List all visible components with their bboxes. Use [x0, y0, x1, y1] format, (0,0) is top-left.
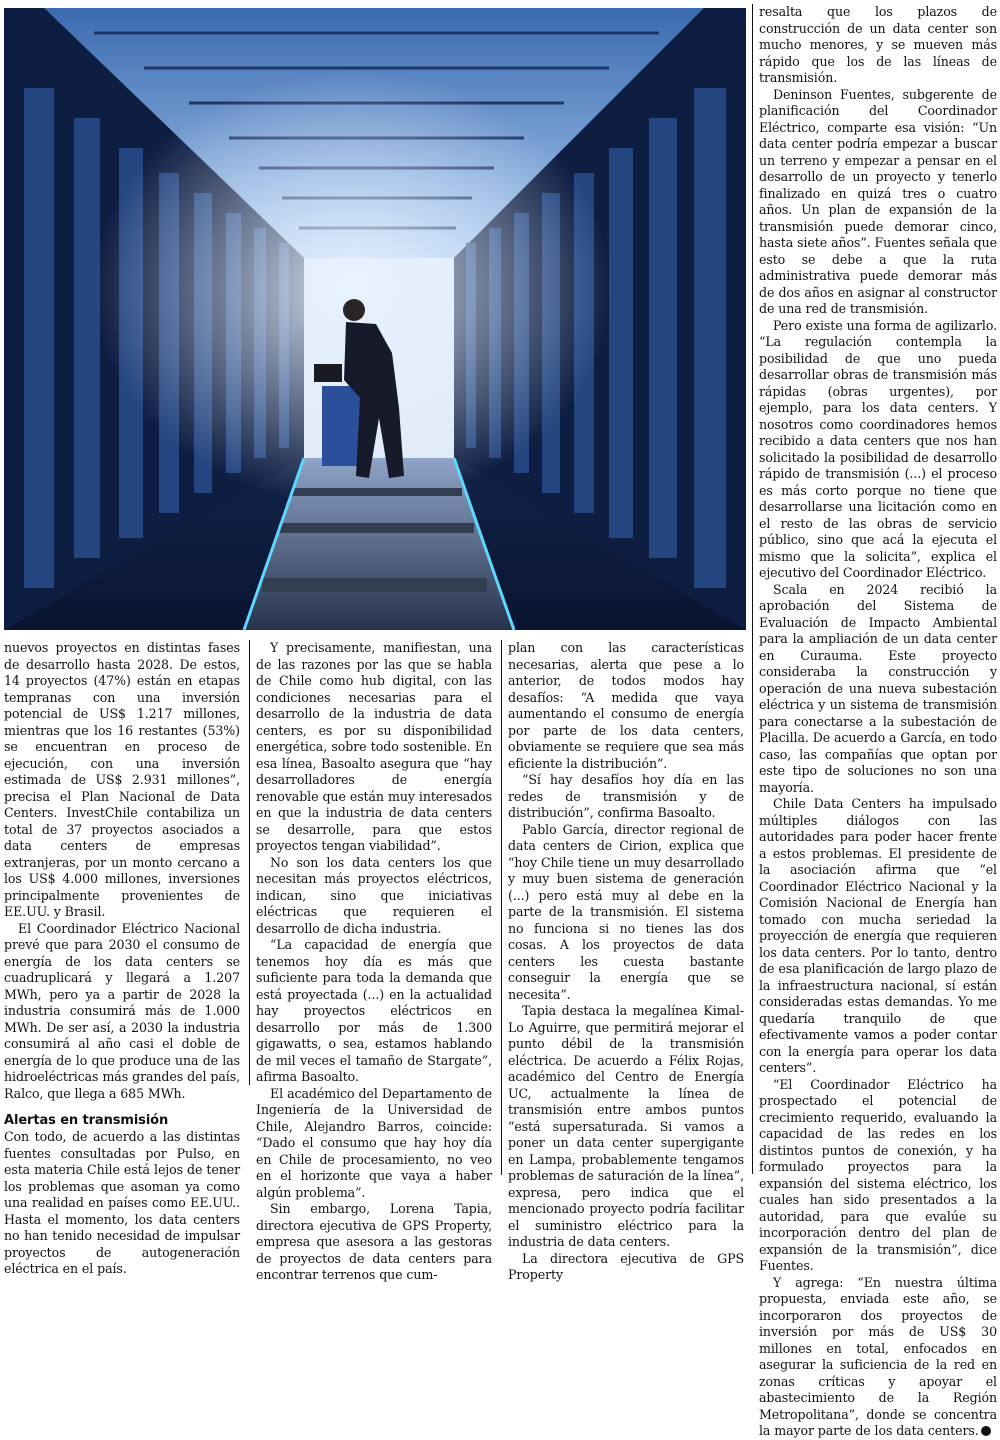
paragraph: “Sí hay desafíos hoy día en las redes de transmisión y de distribución”, confirma Basoalto. [508, 772, 744, 820]
paragraph: Y precisamente, manifiestan, una de las razones por las que se habla de Chile como hub digital, con las condiciones necesarias para el desarrollo de la industria de data centers, es por su disponibilidad energética, sobre todo sostenible. En esa línea, Basoalto asegura que “hay desarrolladores de energía renovable que están muy interesados en que la industria de data centers se desarrolle, para que estos proyectos tengan viabilidad”. [256, 640, 492, 853]
article-column-3 [508, 640, 744, 1284]
paragraph-final-text: Y agrega: “En nuestra última propuesta, enviada este año, se incorporaron dos proyectos de inversión por más de US$ 30 millones en total, enfocados en asegurar la suficiencia de la red en zonas críticas y apoyar el abastecimiento de la Región Metropolitana”, donde se concentra la mayor parte de los data centers. [759, 1274, 997, 1438]
paragraph: El académico del Departamento de Ingeniería de la Universidad de Chile, Alejandro Barros, coincide: “Dado el consumo que hay hoy día en Chile de procesamiento, no veo en el horizonte que vaya a haber algún problema”. [256, 1085, 492, 1200]
paragraph: resalta que los plazos de construcción de un data center son mucho menores, y se mueven más rápido que los de las líneas de transmisión. [759, 4, 997, 85]
paragraph: Tapia destaca la megalínea Kimal-Lo Aguirre, que permitirá mejorar el punto débil de la transmisión eléctrica. De acuerdo a Félix Rojas, académico del Centro de Energía UC, actualmente la línea de transmisión entre ambos puntos “está supersaturada. Si vamos a poner un data center supergigante en Lampa, probablemente tengamos problemas de saturación de la línea”, expresa, pero indica que el mencionado proyecto podría facilitar el suministro eléctrico para la industria de data centers. [508, 1003, 744, 1249]
paragraph: plan con las características necesarias, alerta que pese a lo anterior, de todos modos hay desafíos: “A medida que vaya aumentando el consumo de energía por parte de los data centers, obviamente se requiere que sea más eficiente la distribución”. [508, 640, 744, 771]
article-column-4 [759, 4, 997, 1440]
paragraph: Chile Data Centers ha impulsado múltiples diálogos con las autoridades para poder hacer frente a estos problemas. El presidente de la asociación afirma que “el Coordinador Eléctrico Nacional y la Comisión Nacional de Energía han tomado con mucha seriedad la proyección de energía que requieren los data centers. Por lo tanto, dentro de esa planificación de largo plazo de la infraestructura nacional, sí están consideradas estas demandas. Yo me quedaría tranquilo de que efectivamente vamos a poder contar con la energía para operar los data centers”. [759, 796, 997, 1075]
column-rule [249, 640, 250, 1085]
data-center-illustration [4, 8, 746, 630]
paragraph: Deninson Fuentes, subgerente de planificación del Coordinador Eléctrico, comparte esa visión: “Un data center podría empezar a buscar un terreno y empezar a pensar en el desarrollo de un proyecto y tenerlo finalizado en quizá tres o cuatro años. Un plan de expansión de la transmisión puede demorar cinco, hasta siete años”. Fuentes señala que esto se debe a que la ruta administrativa puede demorar más de dos años en asignar al constructor de una red de transmisión. [759, 86, 997, 316]
paragraph: El Coordinador Eléctrico Nacional prevé que para 2030 el consumo de energía de los data centers se cuadruplicará y llegará a 1.207 MWh, pero ya a partir de 2028 la industria consumirá más de 1.000 MWh. De ser así, a 2030 la industria consumirá al año casi el doble de energía de lo que produce una de las hidroeléctricas más grandes del país, Ralco, que llega a 685 MWh. [4, 920, 240, 1101]
article-column-1 [4, 640, 240, 1278]
paragraph: Pablo García, director regional de data centers de Cirion, explica que “hoy Chile tiene un muy desarrollado y muy buen sistema de generación (...) pero está muy al debe en la parte de la transmisión. El sistema no funciona si no tienes las dos cosas. A los proyectos de data centers les cuesta bastante conseguir la energía que se necesita”. [508, 821, 744, 1002]
paragraph: Con todo, de acuerdo a las distintas fuentes consultadas por Pulso, en esta materia Chile está lejos de tener los problemas que asoman ya como una realidad en países como EE.UU.. Hasta el momento, los data centers no han tenido necesidad de impulsar proyectos de autogeneración eléctrica en el país. [4, 1129, 240, 1276]
column-rule [752, 4, 753, 1174]
paragraph-final [759, 1275, 997, 1440]
paragraph: Scala en 2024 recibió la aprobación del Sistema de Evaluación de Impacto Ambiental para la ampliación de un data center en Curauma. Este proyecto consideraba la construcción y operación de una nueva subestación eléctrica y un sistema de transmisión para conectarse a la subestación de Placilla. De acuerdo a García, en todo caso, las compañías que optan por este tipo de soluciones no son una mayoría. [759, 581, 997, 795]
paragraph: “La capacidad de energía que tenemos hoy día es más que suficiente para toda la demanda que está proyectada (...) en la actualidad hay proyectos eléctricos en desarrollo por más de 1.300 gigawatts, o sea, estamos hablando de mil veces el tamaño de Stargate”, afirma Basoalto. [256, 937, 492, 1084]
paragraph: nuevos proyectos en distintas fases de desarrollo hasta 2028. De estos, 14 proyectos (47%) están en etapas tempranas con una inversión potencial de US$ 1.217 millones, mientras que los 16 restantes (53%) se encuentran en proceso de ejecución, con una inversión estimada de US$ 2.931 millones”, precisa el Plan Nacional de Data Centers. InvestChile contabiliza un total de 37 proyectos asociados a data centers de empresas extranjeras, por un monto cercano a los US$ 4.000 millones, inversiones principalmente provenientes de EE.UU. y Brasil. [4, 640, 240, 919]
paragraph: “El Coordinador Eléctrico ha prospectado el potencial de crecimiento requerido, evaluando la capacidad de las redes en los distintos puntos de conexión, y ha formulado proyectos para la expansión del sistema eléctrico, los cuales han sido presentados a la autoridad, para que evalúe su incorporación dentro del plan de expansión de la transmisión”, dice Fuentes. [759, 1076, 997, 1273]
paragraph: Pero existe una forma de agilizarlo. “La regulación contempla la posibilidad de que uno pueda desarrollar obras de transmisión más rápidas (obras urgentes), por ejemplo, para los data centers. Y nosotros como coordinadores hemos recibido a data centers que nos han solicitado la posibilidad de desarrollo rápido de transmisión (...) el proceso es más corto porque no tiene que desarrollarse una licitación como en el resto de las obras de servicio público, sino que acá la ejecuta el mismo que la solicita”, explica el ejecutivo del Coordinador Eléctrico. [759, 317, 997, 580]
paragraph: No son los data centers los que necesitan más proyectos eléctricos, indican, sino que iniciativas eléctricas que requieren el desarrollo de dicha industria. [256, 854, 492, 936]
paragraph: La directora ejecutiva de GPS Property [508, 1250, 744, 1282]
data-center-photo [4, 8, 746, 630]
article-column-2 [256, 640, 492, 1284]
end-of-article-icon [981, 1426, 991, 1436]
section-heading: Alertas en transmisión [4, 1113, 169, 1128]
column-rule [501, 640, 502, 1175]
paragraph: Sin embargo, Lorena Tapia, directora ejecutiva de GPS Property, empresa que asesora a las gestoras de proyectos de data centers para encontrar terrenos que cum- [256, 1201, 492, 1282]
